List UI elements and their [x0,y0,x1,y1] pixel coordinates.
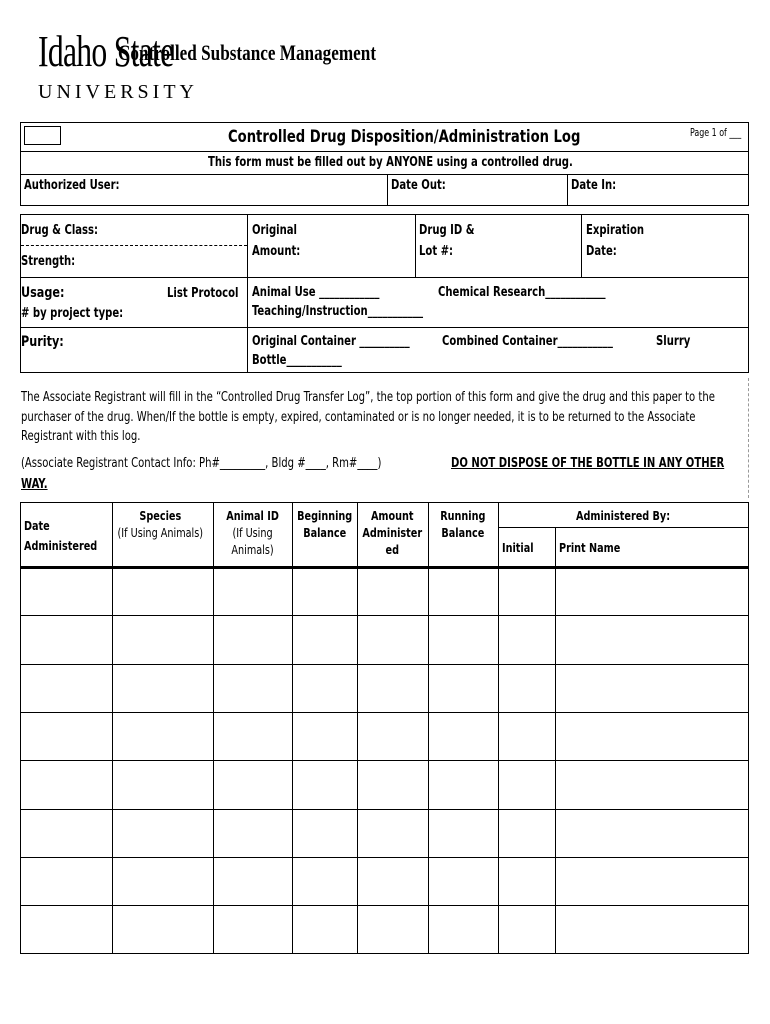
col-running-balance: Running Balance [440,508,486,540]
authorized-user-label: Authorized User: [24,178,120,193]
original-amount-label-1: Original [252,223,298,238]
col-initial: Initial [502,540,534,555]
drug-id-label-1: Drug ID & [419,223,475,238]
animal-use-field[interactable]: Animal Use ____________ [252,285,380,300]
logo-wordmark: Idaho State [38,27,174,76]
bottle-field[interactable]: Bottle___________ [252,353,342,368]
col-animal-id: Animal ID (If Using Animals) [226,508,279,557]
table-row[interactable] [20,857,749,905]
usage-label: Usage: [21,285,65,301]
contact-info: (Associate Registrant Contact Info: Ph#_________, Bldg #____, Rm#____) [21,456,382,471]
table-row[interactable] [20,615,749,663]
table-row[interactable] [20,760,749,808]
teaching-instruction-field[interactable]: Teaching/Instruction___________ [252,304,424,319]
table-row[interactable] [20,567,749,615]
by-project-type-label: # by project type: [21,306,124,321]
original-amount-label-2: Amount: [252,244,301,259]
warning-text-line1: DO NOT DISPOSE OF THE BOTTLE IN ANY OTHER [451,456,725,471]
instructions-paragraph: The Associate Registrant will fill in the “Controlled Drug Transfer Log”, the top portion of this form and give the drug and this paper to the purchaser of the drug. When/If the bottle is empty, expired, contaminated or is no longer needed, it is to be returned to the Associate Registrant with this log. [21,390,715,444]
instruction-text: This form must be filled out by ANYONE using a controlled drug. [208,155,573,170]
combined-container-field[interactable]: Combined Container___________ [442,334,613,349]
purity-label: Purity: [21,334,64,350]
drug-class-label: Drug & Class: [21,223,99,238]
date-out-label: Date Out: [391,178,446,193]
log-table [20,502,749,954]
form-title: Controlled Drug Disposition/Administration Log [228,127,581,147]
strength-label: Strength: [21,254,76,269]
table-row[interactable] [20,712,749,760]
page-number: Page 1 of ___ [690,126,742,139]
drug-id-label-2: Lot #: [419,244,454,259]
table-row[interactable] [20,664,749,712]
logo-placeholder-box [24,126,61,145]
warning-text-line2: WAY. [21,477,48,492]
col-date-administered: Date Administered [24,518,98,553]
table-row[interactable] [20,905,749,953]
expiration-label-2: Date: [586,244,617,259]
page-title: Controlled Substance Management [118,40,377,65]
col-administered-by: Administered By: [576,508,671,523]
list-protocol-label: List Protocol [167,286,239,301]
col-amount-administered: Amount Administer ed [362,508,423,557]
logo-subtext: UNIVERSITY [38,81,198,103]
table-row[interactable] [20,809,749,857]
date-in-label: Date In: [571,178,617,193]
col-beginning-balance: Beginning Balance [297,508,353,540]
slurry-label: Slurry [656,334,691,349]
col-species: Species (If Using Animals) [117,508,204,540]
chemical-research-field[interactable]: Chemical Research____________ [438,285,606,300]
original-container-field[interactable]: Original Container __________ [252,334,410,349]
col-print-name: Print Name [559,540,621,555]
expiration-label-1: Expiration [586,223,645,238]
